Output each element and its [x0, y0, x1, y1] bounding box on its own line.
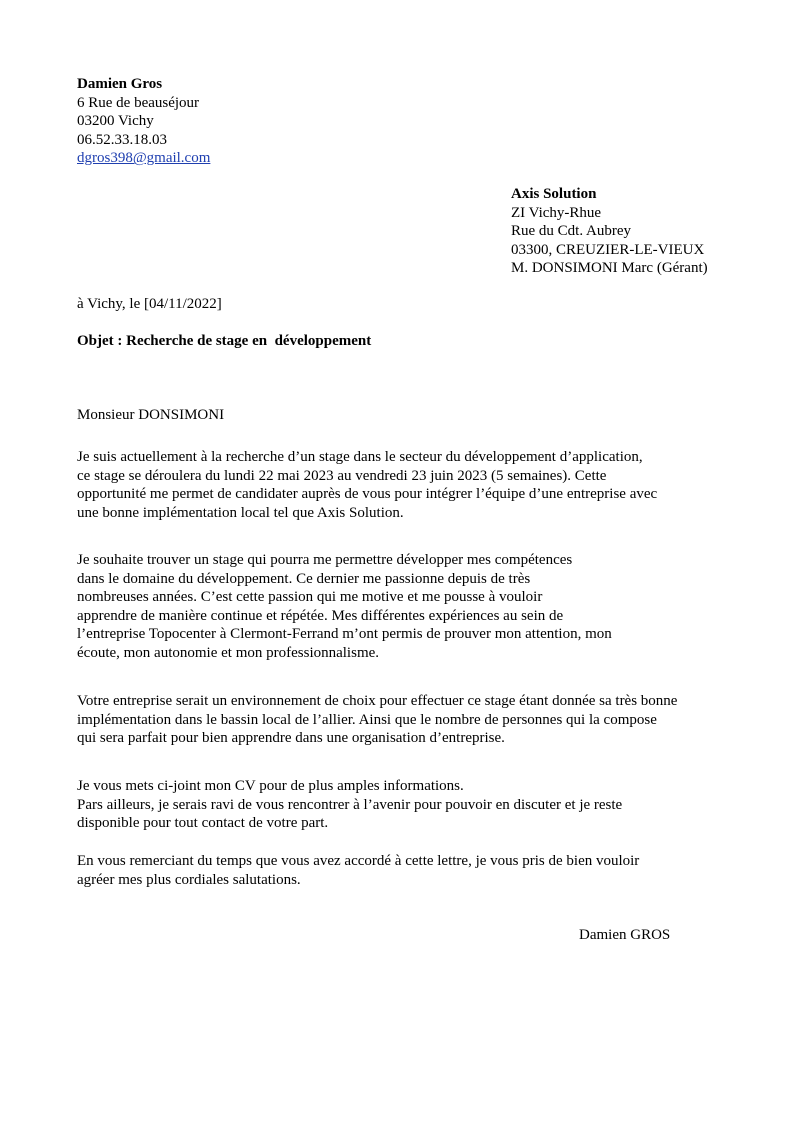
paragraph-line: l’entreprise Topocenter à Clermont-Ferrand m’ont permis de prouver mon attention, mon: [77, 626, 612, 643]
salutation: [77, 406, 224, 425]
recipient-line-3: 03300, CREUZIER-LE-VIEUX: [511, 241, 705, 258]
place-date: [77, 295, 222, 314]
body-paragraph-4: [77, 777, 622, 833]
paragraph-line: opportunité me permet de candidater auprès de vous pour intégrer l’équipe d’une entreprise avec: [77, 486, 658, 503]
sender-phone: 06.52.33.18.03: [77, 131, 167, 148]
recipient-line-4: M. DONSIMONI Marc (Gérant): [511, 260, 708, 277]
body-paragraph-3: [77, 692, 677, 748]
paragraph-line: nombreuses années. C’est cette passion qui me motive et me pousse à vouloir: [77, 589, 543, 606]
paragraph-line: Votre entreprise serait un environnement de choix pour effectuer ce stage étant donnée sa très bonne: [77, 693, 678, 709]
recipient-line-1: ZI Vichy-Rhue: [511, 204, 602, 221]
paragraph-line: dans le domaine du développement. Ce dernier me passionne depuis de très: [77, 570, 531, 587]
paragraph-line: ce stage se déroulera du lundi 22 mai 2023 au vendredi 23 juin 2023 (5 semaines). Cette: [77, 467, 607, 484]
recipient-company: Axis Solution: [511, 186, 597, 202]
recipient-block: [511, 185, 708, 278]
paragraph-line: En vous remerciant du temps que vous avez accordé à cette lettre, je vous pris de bien vouloir: [77, 853, 640, 869]
sender-email-link[interactable]: dgros398@gmail.com: [77, 150, 211, 167]
body-paragraph-2: [77, 551, 612, 663]
signature-text: Damien GROS: [579, 927, 671, 943]
recipient-line-2: Rue du Cdt. Aubrey: [511, 223, 631, 240]
salutation-text: Monsieur DONSIMONI: [77, 407, 225, 423]
paragraph-line: disponible pour tout contact de votre part.: [77, 815, 329, 832]
paragraph-line: implémentation dans le bassin local de l’allier. Ainsi que le nombre de personnes qui la compose: [77, 711, 657, 728]
place-date-text: à Vichy, le [04/11/2022]: [77, 296, 222, 312]
paragraph-line: Pars ailleurs, je serais ravi de vous rencontrer à l’avenir pour pouvoir en discuter et je reste: [77, 796, 623, 813]
paragraph-line: Je souhaite trouver un stage qui pourra me permettre développer mes compétences: [77, 552, 573, 568]
signature: [579, 926, 670, 945]
sender-city: 03200 Vichy: [77, 113, 154, 130]
paragraph-line: écoute, mon autonomie et mon professionnalisme.: [77, 644, 380, 661]
paragraph-line: Je suis actuellement à la recherche d’un stage dans le secteur du développement d’application,: [77, 449, 643, 465]
body-paragraph-1: [77, 448, 657, 522]
paragraph-line: qui sera parfait pour bien apprendre dans une organisation d’entreprise.: [77, 730, 505, 747]
paragraph-line: une bonne implémentation local tel que Axis Solution.: [77, 504, 404, 521]
sender-block: [77, 75, 210, 168]
paragraph-line: agréer mes plus cordiales salutations.: [77, 871, 301, 888]
paragraph-line: apprendre de manière continue et répétée. Mes différentes expériences au sein de: [77, 607, 564, 624]
subject-line: [77, 332, 371, 351]
sender-name: Damien Gros: [77, 76, 163, 92]
body-paragraph-5: [77, 852, 639, 889]
subject-text: Objet : Recherche de stage en développement: [77, 333, 372, 349]
sender-street: 6 Rue de beauséjour: [77, 94, 200, 111]
paragraph-line: Je vous mets ci-joint mon CV pour de plus amples informations.: [77, 778, 464, 794]
